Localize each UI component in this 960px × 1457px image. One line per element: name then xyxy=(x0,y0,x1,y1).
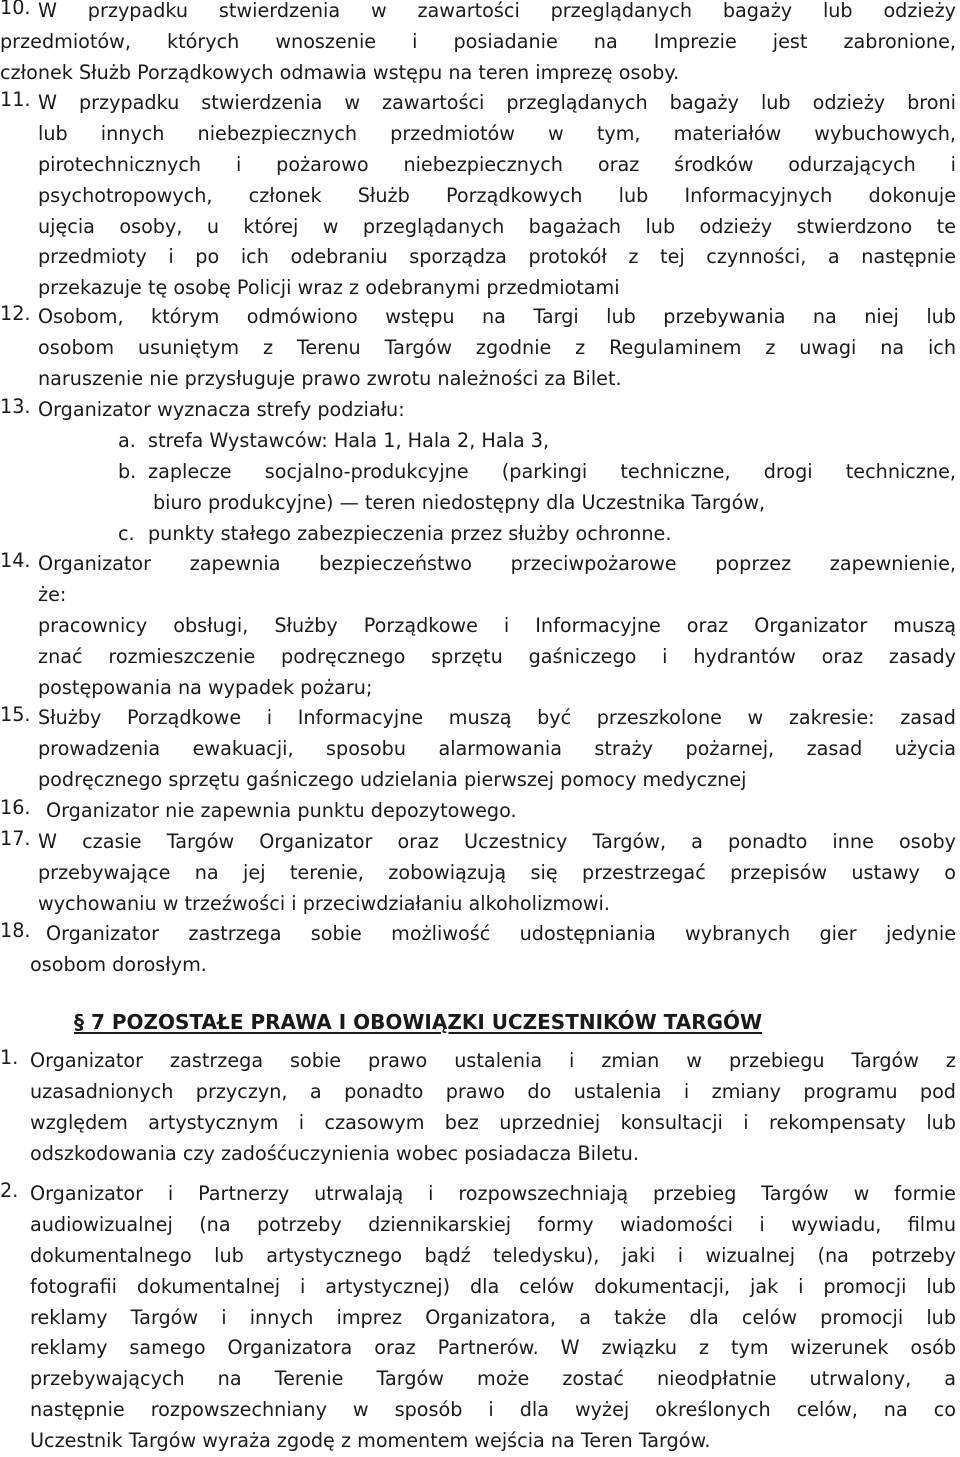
text-line: postępowania na wypadek pożaru; xyxy=(38,675,373,699)
text-line: Organizator i Partnerzy utrwalają i rozpowszechniają przebieg Targów w formie xyxy=(30,1182,956,1205)
item-text xyxy=(38,827,956,920)
item-number: 2. xyxy=(0,1179,19,1202)
text-line: naruszenie nie przysługuje prawo zwrotu należności za Bilet. xyxy=(38,366,622,390)
text-line: następnie rozpowszechniany w sposób i dla wyżej określonych celów, na co xyxy=(30,1398,956,1422)
item-text xyxy=(38,703,956,796)
item-number: 15. xyxy=(0,703,31,726)
zone-text: strefa Wystawców: Hala 1, Hala 2, Hala 3, xyxy=(148,429,550,452)
item-text-continued xyxy=(30,950,956,981)
text-line: psychotropowych, członek Służb Porządkowych lub Informacyjnych dokonuje xyxy=(38,183,956,207)
zone-item-continued xyxy=(0,488,956,519)
text-line: Osobom, którym odmówiono wstępu na Targi lub przebywania na niej lub xyxy=(38,305,956,328)
zone-text: punkty stałego zabezpieczenia przez służby ochronne. xyxy=(148,521,672,545)
text-line: osobom dorosłym. xyxy=(30,952,207,976)
list-item xyxy=(0,1046,956,1170)
item-number: 16. xyxy=(0,796,31,819)
text-line: odszkodowania czy zadośćuczynienia wobec posiadacza Biletu. xyxy=(30,1141,639,1165)
text-line: Służby Porządkowe i Informacyjne muszą być przeszkolone w zakresie: zasad xyxy=(38,706,956,729)
text-line: pirotechnicznych i pożarowo niebezpiecznych oraz środków odurzających i xyxy=(38,152,956,176)
item-text xyxy=(30,1046,956,1170)
list-item xyxy=(0,0,956,89)
text-line: Organizator wyznacza strefy podziału: xyxy=(38,398,405,421)
item-text xyxy=(38,395,956,426)
text-line: pracownicy obsługi, Służby Porządkowe i Informacyjne oraz Organizator muszą xyxy=(38,614,956,637)
item-number: 13. xyxy=(0,395,31,418)
text-line: podręcznego sprzętu gaśniczego udzielania pierwszej pomocy medycznej xyxy=(38,767,747,791)
text-line: Organizator nie zapewnia punktu depozytowego. xyxy=(46,799,517,822)
text-line: dokumentalnego lub artystycznego bądź teledysku), jaki i wizualnej (na potrzeby xyxy=(30,1243,956,1267)
text-line: audiowizualnej (na potrzeby dziennikarskiej formy wiadomości i wywiadu, filmu xyxy=(30,1212,956,1236)
text-line: Organizator zapewnia bezpieczeństwo przeciwpożarowe poprzez zapewnienie, xyxy=(38,552,956,575)
text-line: przebywających na Terenie Targów może zostać nieodpłatnie utrwalony, a xyxy=(30,1367,956,1391)
zone-item xyxy=(0,457,956,488)
text-line: lub innych niebezpiecznych przedmiotów w tym, materiałów wybuchowych, xyxy=(38,121,956,145)
text-line: że: xyxy=(38,582,67,606)
item-text-continued xyxy=(0,27,956,89)
item-text xyxy=(38,549,956,611)
zone-letter: b. xyxy=(118,459,137,483)
list-item xyxy=(0,703,956,796)
text-line: znać rozmieszczenie podręcznego sprzętu gaśniczego i hydrantów oraz zasady xyxy=(38,644,956,668)
list-item xyxy=(0,1179,956,1457)
item-text xyxy=(46,919,956,950)
text-line: W czasie Targów Organizator oraz Uczestnicy Targów, a ponadto inne osoby xyxy=(38,830,956,853)
text-line: Organizator zastrzega sobie prawo ustalenia i zmian w przebiegu Targów z xyxy=(30,1049,956,1072)
text-line: reklamy Targów i innych imprez Organizatora, a także dla celów promocji lub xyxy=(30,1305,956,1329)
item-text xyxy=(38,611,956,704)
text-line: przedmiotów, których wnoszenie i posiadanie na Imprezie jest zabronione, xyxy=(0,29,956,53)
item-number: 1. xyxy=(0,1046,19,1069)
text-line: przekazuje tę osobę Policji wraz z odebranymi przedmiotami xyxy=(38,276,620,300)
text-line: prowadzenia ewakuacji, sposobu alarmowania straży pożarnej, zasad użycia xyxy=(38,736,956,760)
item-number: 10. xyxy=(0,0,31,19)
section-heading: § 7 POZOSTAŁE PRAWA I OBOWIĄZKI UCZESTNIKÓW TARGÓW xyxy=(74,1010,763,1034)
text-line: fotografii dokumentalnej i artystycznej) dla celów dokumentacji, jak i promocji lub xyxy=(30,1274,956,1298)
item-text xyxy=(38,302,956,395)
text-line: Organizator zastrzega sobie możliwość udostępniania wybranych gier jedynie xyxy=(46,922,956,945)
text-line: przebywające na jej terenie, zobowiązują się przestrzegać przepisów ustawy o xyxy=(38,860,956,884)
text-line: uzasadnionych przyczyn, a ponadto prawo do ustalenia i zmiany programu pod xyxy=(30,1079,956,1103)
list-item xyxy=(0,549,956,611)
zone-item xyxy=(0,519,956,550)
text-line: W przypadku stwierdzenia w zawartości przeglądanych bagaży lub odzieży broni xyxy=(38,91,956,114)
zone-list xyxy=(0,426,956,550)
zone-letter: a. xyxy=(118,429,136,452)
text-line: osobom usuniętym z Terenu Targów zgodnie z Regulaminem z uwagi na ich xyxy=(38,335,956,359)
text-line: ujęcia osoby, u której w przeglądanych bagażach lub odzieży stwierdzono te xyxy=(38,214,956,238)
list-item xyxy=(0,919,956,981)
text-line: członek Służb Porządkowych odmawia wstępu na teren imprezę osoby. xyxy=(0,60,680,84)
zone-text: biuro produkcyjne) — teren niedostępny dla Uczestnika Targów, xyxy=(153,490,766,514)
item-number: 12. xyxy=(0,302,31,325)
item-number: 14. xyxy=(0,549,31,572)
list-item xyxy=(0,827,956,920)
text-line: względem artystycznym i czasowym bez uprzedniej konsultacji i rekompensaty lub xyxy=(30,1110,956,1134)
text-line: wychowaniu w trzeźwości i przeciwdziałaniu alkoholizmowi. xyxy=(38,891,610,915)
text-line: reklamy samego Organizatora oraz Partnerów. W związku z tym wizerunek osób xyxy=(30,1336,956,1360)
zone-text: zaplecze socjalno-produkcyjne (parkingi techniczne, drogi techniczne, xyxy=(148,459,956,483)
list-item xyxy=(0,88,956,304)
list-item xyxy=(0,611,956,704)
item-text xyxy=(38,88,956,304)
item-text xyxy=(46,796,956,827)
item-number: 11. xyxy=(0,88,31,111)
list-item xyxy=(0,395,956,426)
item-text xyxy=(30,1179,956,1457)
item-number: 17. xyxy=(0,827,31,850)
zone-item xyxy=(0,426,956,457)
item-number: 18. xyxy=(0,919,31,942)
text-line: W przypadku stwierdzenia w zawartości przeglądanych bagaży lub odzieży xyxy=(38,0,956,22)
text-line: przedmioty i po ich odebraniu sporządza protokół z tej czynności, a następnie xyxy=(38,245,956,269)
zone-letter: c. xyxy=(118,521,135,545)
list-item xyxy=(0,302,956,395)
list-item xyxy=(0,796,956,827)
item-text xyxy=(38,0,956,27)
text-line: Uczestnik Targów wyraża zgodę z momentem wejścia na Teren Targów. xyxy=(30,1429,711,1453)
